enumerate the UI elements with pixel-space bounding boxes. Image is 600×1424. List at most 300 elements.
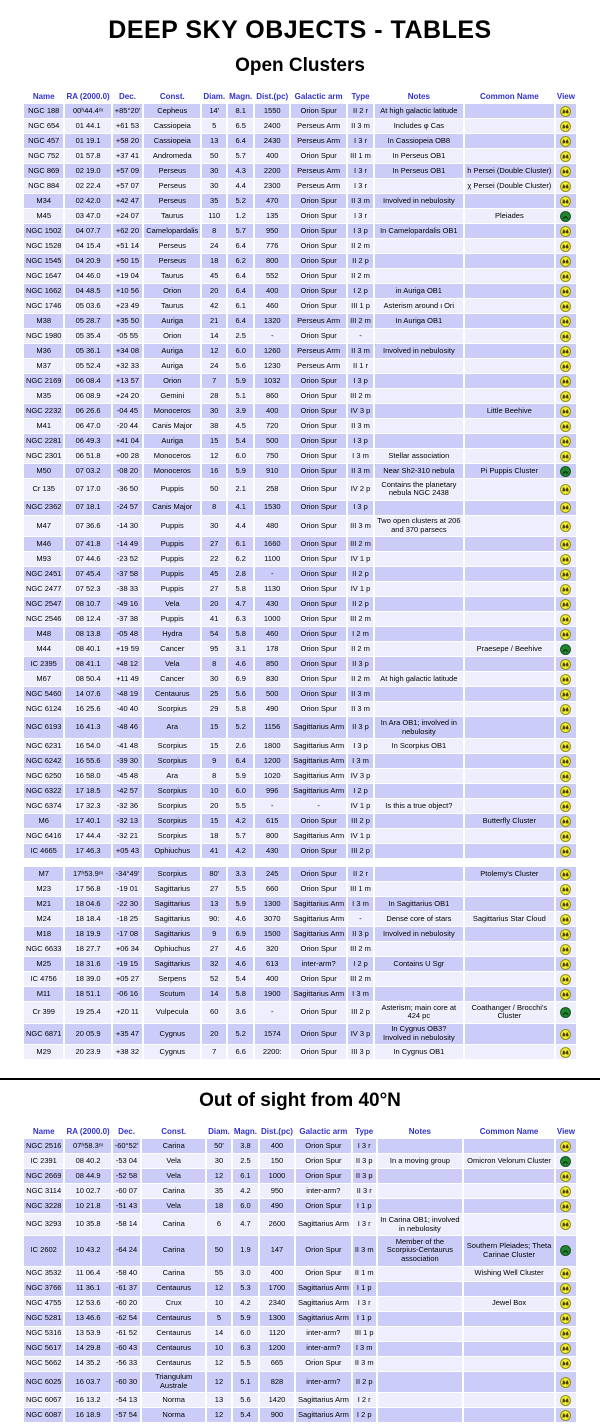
cell-notes: Is this a true object? — [375, 799, 463, 813]
cell-arm: inter-arm? — [296, 1184, 351, 1198]
binoculars-icon — [560, 1298, 571, 1309]
cell-arm: Orion Spur — [291, 104, 346, 118]
cell-arm: Orion Spur — [291, 224, 346, 238]
cell-notes: In Sagittarius OB1 — [375, 897, 463, 911]
cell-common: h Persei (Double Cluster) — [465, 164, 554, 178]
cell-common — [464, 1214, 554, 1235]
cell-dist: 3070 — [255, 912, 289, 926]
cell-view — [556, 1184, 576, 1198]
cell-dec: -60 20 — [113, 1297, 141, 1311]
cell-magn: 3.0 — [233, 1267, 258, 1281]
cell-view — [556, 829, 576, 843]
cell-const: Norma — [142, 1393, 205, 1407]
cell-ra: 06 51.8 — [65, 449, 110, 463]
cell-notes: Contains the planetary nebula NGC 2438 — [375, 479, 463, 500]
cell-ra: 08 40.2 — [65, 1154, 110, 1168]
out-of-sight-table — [22, 1124, 578, 1423]
cell-magn: 6.1 — [228, 537, 253, 551]
cell-diam: 95 — [202, 642, 226, 656]
cell-dist: 552 — [255, 269, 289, 283]
cell-diam: 14 — [207, 1327, 231, 1341]
cell-dist: 2400 — [255, 119, 289, 133]
cell-dec: +62 20 — [113, 224, 142, 238]
cell-dec: +00 28 — [113, 449, 142, 463]
cell-arm: Orion Spur — [291, 389, 346, 403]
cell-dist: 460 — [255, 627, 289, 641]
cell-notes: In Cygnus OB1 — [375, 1045, 463, 1059]
cell-ra: 16 13.2 — [65, 1393, 110, 1407]
cell-common — [465, 844, 554, 858]
cell-type: II 3 p — [348, 717, 373, 738]
cell-arm: Sagittarius Arm — [296, 1408, 351, 1422]
cell-dist: 1800 — [255, 739, 289, 753]
cell-magn: 1.9 — [233, 1236, 258, 1266]
cell-common: Little Beehive — [465, 404, 554, 418]
cell-type: III 2 m — [348, 612, 373, 626]
naked-eye-icon — [560, 1156, 571, 1167]
cell-view — [556, 1024, 576, 1045]
cell-magn: 4.4 — [228, 516, 253, 537]
cell-name: NGC 2669 — [24, 1169, 63, 1183]
cell-ra: 08 40.1 — [65, 642, 110, 656]
table-row — [24, 912, 576, 926]
cell-name: NGC 2281 — [24, 434, 63, 448]
cell-common — [464, 1357, 554, 1371]
cell-dec: +05 43 — [113, 844, 142, 858]
cell-type: I 3 r — [348, 209, 373, 223]
cell-notes: In Cassiopeia OB8 — [375, 134, 463, 148]
binoculars-icon — [560, 569, 571, 580]
cell-dec: -20 44 — [113, 419, 142, 433]
cell-const: Auriga — [144, 434, 200, 448]
cell-arm: Perseus Arm — [291, 119, 346, 133]
cell-view — [556, 239, 576, 253]
cell-dec: +61 53 — [113, 119, 142, 133]
cell-name: NGC 2169 — [24, 374, 63, 388]
cell-const: Vela — [142, 1169, 205, 1183]
cell-view — [556, 224, 576, 238]
cell-dist: - — [255, 329, 289, 343]
binoculars-icon — [560, 286, 571, 297]
cell-notes — [375, 627, 463, 641]
cell-const: Vela — [142, 1154, 205, 1168]
cell-notes — [375, 254, 463, 268]
cell-dist: 776 — [255, 239, 289, 253]
table-row — [24, 434, 576, 448]
cell-magn: 4.7 — [233, 1214, 258, 1235]
cell-const: Auriga — [144, 314, 200, 328]
cell-ra: 08 13.8 — [65, 627, 110, 641]
cell-dec: -60 30 — [113, 1372, 141, 1393]
cell-arm: Orion Spur — [291, 702, 346, 716]
cell-diam: 10 — [202, 784, 226, 798]
cell-magn: 5.8 — [228, 627, 253, 641]
cell-dec: -60 43 — [113, 1342, 141, 1356]
cell-diam: 41 — [202, 612, 226, 626]
cell-arm: Orion Spur — [291, 464, 346, 478]
cell-common — [465, 479, 554, 500]
binoculars-icon — [560, 502, 571, 513]
cell-const: Centaurus — [142, 1312, 205, 1326]
cell-magn: 6.6 — [228, 1045, 253, 1059]
cell-arm: inter-arm? — [296, 1342, 351, 1356]
cell-const: Carina — [142, 1267, 205, 1281]
cell-dist: 430 — [255, 597, 289, 611]
cell-const: Puppis — [144, 516, 200, 537]
cell-diam: 7 — [202, 374, 226, 388]
cell-diam: 30 — [207, 1154, 231, 1168]
cell-const: Monoceros — [144, 449, 200, 463]
cell-ra: 13 53.9 — [65, 1327, 110, 1341]
cell-name: IC 2391 — [24, 1154, 63, 1168]
cell-dist: 1574 — [255, 1024, 289, 1045]
cell-const: Taurus — [144, 269, 200, 283]
cell-type: IV 2 p — [348, 479, 373, 500]
cell-name: M37 — [24, 359, 63, 373]
cell-const: Puppis — [144, 612, 200, 626]
cell-diam: 13 — [202, 897, 226, 911]
binoculars-icon — [560, 1395, 571, 1406]
cell-diam: 16 — [202, 464, 226, 478]
binoculars-icon — [560, 599, 571, 610]
cell-common — [465, 739, 554, 753]
cell-notes — [375, 829, 463, 843]
cell-common — [465, 516, 554, 537]
cell-view — [556, 754, 576, 768]
cell-name: M41 — [24, 419, 63, 433]
table-row — [24, 516, 576, 537]
cell-dist: 2200 — [255, 164, 289, 178]
cell-const: Ophiuchus — [144, 844, 200, 858]
cell-notes — [375, 657, 463, 671]
cell-diam: 30 — [202, 179, 226, 193]
cell-ra: 07 17.0 — [65, 479, 110, 500]
cell-common — [465, 582, 554, 596]
table-row — [24, 829, 576, 843]
table-row — [24, 419, 576, 433]
cell-dist: 2300 — [255, 179, 289, 193]
cell-diam: 55 — [207, 1267, 231, 1281]
cell-view — [556, 972, 576, 986]
cell-dist: 430 — [255, 844, 289, 858]
cell-arm: Orion Spur — [296, 1199, 351, 1213]
cell-dist: 1900 — [255, 987, 289, 1001]
cell-dist: 1550 — [255, 104, 289, 118]
cell-const: Sagittarius — [144, 882, 200, 896]
cell-diam: 7 — [202, 1045, 226, 1059]
cell-ra: 08 10.7 — [65, 597, 110, 611]
cell-type: II 3 m — [348, 464, 373, 478]
cell-notes — [375, 612, 463, 626]
cell-view — [556, 254, 576, 268]
cell-dist: 1420 — [260, 1393, 294, 1407]
cell-dec: -60 07 — [113, 1184, 141, 1198]
cell-notes — [375, 567, 463, 581]
naked-eye-icon — [560, 1007, 571, 1018]
cell-const: Perseus — [144, 164, 200, 178]
cell-dist: 1032 — [255, 374, 289, 388]
cell-common — [465, 1045, 554, 1059]
table-row — [24, 1184, 576, 1198]
cell-ra: 16 55.6 — [65, 754, 110, 768]
section-divider — [0, 1078, 600, 1080]
cell-const: Auriga — [144, 344, 200, 358]
cell-magn: 5.8 — [228, 987, 253, 1001]
cell-type: III 2 p — [348, 1002, 373, 1023]
table-row — [24, 209, 576, 223]
binoculars-icon — [560, 629, 571, 640]
cell-arm: Orion Spur — [291, 1024, 346, 1045]
binoculars-icon — [560, 301, 571, 312]
cell-notes — [375, 597, 463, 611]
cell-view — [556, 434, 576, 448]
cell-dist: 1320 — [255, 314, 289, 328]
cell-dec: -41 48 — [113, 739, 142, 753]
cell-common — [464, 1342, 554, 1356]
table-row — [24, 389, 576, 403]
cell-name: NGC 6416 — [24, 829, 63, 843]
cell-view — [556, 389, 576, 403]
cell-magn: 4.6 — [228, 942, 253, 956]
binoculars-icon — [560, 1219, 571, 1230]
cell-notes: in Auriga OB1 — [375, 284, 463, 298]
binoculars-icon — [560, 704, 571, 715]
table-row — [24, 927, 576, 941]
cell-diam: 30 — [202, 404, 226, 418]
cell-view — [556, 164, 576, 178]
cell-type: I 3 p — [348, 501, 373, 515]
cell-arm: Orion Spur — [291, 209, 346, 223]
cell-name: NGC 1980 — [24, 329, 63, 343]
cell-magn: 4.6 — [228, 912, 253, 926]
cell-magn: 5.6 — [233, 1393, 258, 1407]
cell-const: Norma — [142, 1408, 205, 1422]
binoculars-icon — [560, 1201, 571, 1212]
cell-type: IV 3 p — [348, 404, 373, 418]
cell-view — [556, 1357, 576, 1371]
cell-type: I 3 m — [348, 897, 373, 911]
cell-ra: 17 40.1 — [65, 814, 110, 828]
cell-notes — [375, 269, 463, 283]
cell-const: Ara — [144, 769, 200, 783]
cell-const: Cygnus — [144, 1045, 200, 1059]
cell-common — [465, 717, 554, 738]
cell-view — [556, 359, 576, 373]
cell-magn: 5.8 — [228, 702, 253, 716]
cell-type: II 2 m — [348, 239, 373, 253]
binoculars-icon — [560, 674, 571, 685]
cell-dec: -34°49′ — [113, 867, 142, 881]
binoculars-icon — [560, 846, 571, 857]
cell-name: NGC 1647 — [24, 269, 63, 283]
table-row — [24, 254, 576, 268]
cell-arm: Orion Spur — [291, 552, 346, 566]
column-header-view: View — [556, 1127, 575, 1137]
column-header-view: View — [556, 92, 575, 101]
cell-common — [465, 552, 554, 566]
cell-arm: inter-arm? — [296, 1372, 351, 1393]
cell-common — [465, 194, 554, 208]
cell-type: II 3 m — [348, 687, 373, 701]
cell-magn: 5.1 — [228, 389, 253, 403]
cell-dec: +19 59 — [113, 642, 142, 656]
cell-arm: Orion Spur — [291, 627, 346, 641]
cell-dist: 1120 — [260, 1327, 294, 1341]
cell-ra: 17 18.5 — [65, 784, 110, 798]
cell-magn: 5.4 — [233, 1408, 258, 1422]
cell-dist: 1200 — [255, 754, 289, 768]
cell-ra: 17 56.8 — [65, 882, 110, 896]
cell-const: Puppis — [144, 567, 200, 581]
cell-const: Andromeda — [144, 149, 200, 163]
cell-arm: Orion Spur — [296, 1357, 351, 1371]
cell-ra: 18 27.7 — [65, 942, 110, 956]
cell-dec: +06 34 — [113, 942, 142, 956]
cell-diam: 15 — [202, 739, 226, 753]
cell-diam: 12 — [207, 1169, 231, 1183]
cell-dec: -53 04 — [113, 1154, 141, 1168]
cell-dec: -05 55 — [113, 329, 142, 343]
column-header-notes: Notes — [375, 90, 463, 103]
cell-name: NGC 1662 — [24, 284, 63, 298]
cell-dist: 1700 — [260, 1282, 294, 1296]
cell-view — [556, 344, 576, 358]
cell-ra: 06 26.6 — [65, 404, 110, 418]
cell-type: III 1 m — [348, 149, 373, 163]
cell-notes — [375, 687, 463, 701]
cell-magn: 8.1 — [228, 104, 253, 118]
binoculars-icon — [560, 181, 571, 192]
table-row — [24, 1297, 576, 1311]
cell-notes — [375, 867, 463, 881]
cell-ra: 08 12.4 — [65, 612, 110, 626]
binoculars-icon — [560, 166, 571, 177]
cell-arm: Sagittarius Arm — [296, 1297, 351, 1311]
cell-ra: 17 32.3 — [65, 799, 110, 813]
cell-notes — [375, 942, 463, 956]
binoculars-icon — [560, 1268, 571, 1279]
cell-common — [465, 104, 554, 118]
cell-name: NGC 3114 — [24, 1184, 63, 1198]
cell-ra: 06 08.9 — [65, 389, 110, 403]
table-row — [24, 239, 576, 253]
cell-name: Cr 135 — [24, 479, 63, 500]
cell-dist: 1660 — [255, 537, 289, 551]
cell-const: Perseus — [144, 239, 200, 253]
cell-type: II 2 p — [348, 254, 373, 268]
cell-ra: 14 07.6 — [65, 687, 110, 701]
table-row — [24, 194, 576, 208]
cell-notes — [375, 642, 463, 656]
cell-diam: 15 — [202, 717, 226, 738]
cell-notes — [375, 784, 463, 798]
cell-magn: 6.9 — [228, 927, 253, 941]
cell-dec: -60°52′ — [113, 1139, 141, 1153]
cell-common — [465, 754, 554, 768]
cell-notes — [375, 209, 463, 223]
cell-type: I 3 m — [353, 1342, 376, 1356]
cell-notes: Stellar association — [375, 449, 463, 463]
cell-view — [556, 1154, 576, 1168]
cell-dist: 800 — [255, 829, 289, 843]
cell-type: I 2 r — [353, 1393, 376, 1407]
cell-notes — [378, 1408, 463, 1422]
cell-const: Vela — [144, 657, 200, 671]
cell-type: II 3 p — [353, 1154, 376, 1168]
cell-ra: 16 41.3 — [65, 717, 110, 738]
cell-diam: 6 — [207, 1214, 231, 1235]
cell-arm: Sagittarius Arm — [291, 784, 346, 798]
cell-dec: -23 52 — [113, 552, 142, 566]
cell-common — [465, 149, 554, 163]
cell-magn: 5.2 — [228, 194, 253, 208]
cell-view — [556, 501, 576, 515]
table-row — [24, 1312, 576, 1326]
binoculars-icon — [560, 1377, 571, 1388]
cell-view — [556, 194, 576, 208]
binoculars-icon — [560, 361, 571, 372]
cell-ra: 07 41.8 — [65, 537, 110, 551]
cell-notes — [378, 1312, 463, 1326]
cell-diam: 80′ — [202, 867, 226, 881]
cell-diam: 9 — [202, 754, 226, 768]
cell-arm: Sagittarius Arm — [291, 912, 346, 926]
cell-diam: 12 — [202, 449, 226, 463]
cell-arm: Orion Spur — [291, 516, 346, 537]
cell-diam: 27 — [202, 942, 226, 956]
cell-diam: 9 — [202, 927, 226, 941]
cell-arm: Sagittarius Arm — [291, 717, 346, 738]
cell-diam: 12 — [207, 1372, 231, 1393]
cell-type: I 1 p — [353, 1199, 376, 1213]
cell-const: Puppis — [144, 582, 200, 596]
cell-dec: +24 07 — [113, 209, 142, 223]
cell-const: Cassiopeia — [144, 134, 200, 148]
cell-name: M18 — [24, 927, 63, 941]
cell-view — [556, 717, 576, 738]
cell-diam: 14′ — [202, 104, 226, 118]
cell-dist: 490 — [255, 702, 289, 716]
cell-arm: Orion Spur — [291, 284, 346, 298]
cell-ra: 11 06.4 — [65, 1267, 110, 1281]
cell-ra: 07 44.6 — [65, 552, 110, 566]
cell-common — [465, 702, 554, 716]
cell-const: Monoceros — [144, 404, 200, 418]
cell-const: Centaurus — [144, 687, 200, 701]
cell-const: Scorpius — [144, 739, 200, 753]
cell-type: II 2 m — [348, 672, 373, 686]
cell-type: II 3 m — [348, 702, 373, 716]
cell-common — [464, 1184, 554, 1198]
table-row — [24, 897, 576, 911]
table-row — [24, 987, 576, 1001]
cell-dec: +23 49 — [113, 299, 142, 313]
table-row — [24, 754, 576, 768]
cell-diam: 42 — [202, 299, 226, 313]
cell-view — [556, 927, 576, 941]
cell-notes — [375, 329, 463, 343]
cell-magn: 6.0 — [228, 449, 253, 463]
cell-common — [465, 501, 554, 515]
column-header-galactic-arm: Galactic arm — [291, 90, 346, 103]
cell-ra: 01 44.1 — [65, 119, 110, 133]
cell-magn: 6.5 — [228, 119, 253, 133]
cell-diam: 14 — [202, 987, 226, 1001]
cell-view — [556, 942, 576, 956]
cell-view — [556, 897, 576, 911]
cell-dec: -06 16 — [113, 987, 142, 1001]
cell-name: M7 — [24, 867, 63, 881]
